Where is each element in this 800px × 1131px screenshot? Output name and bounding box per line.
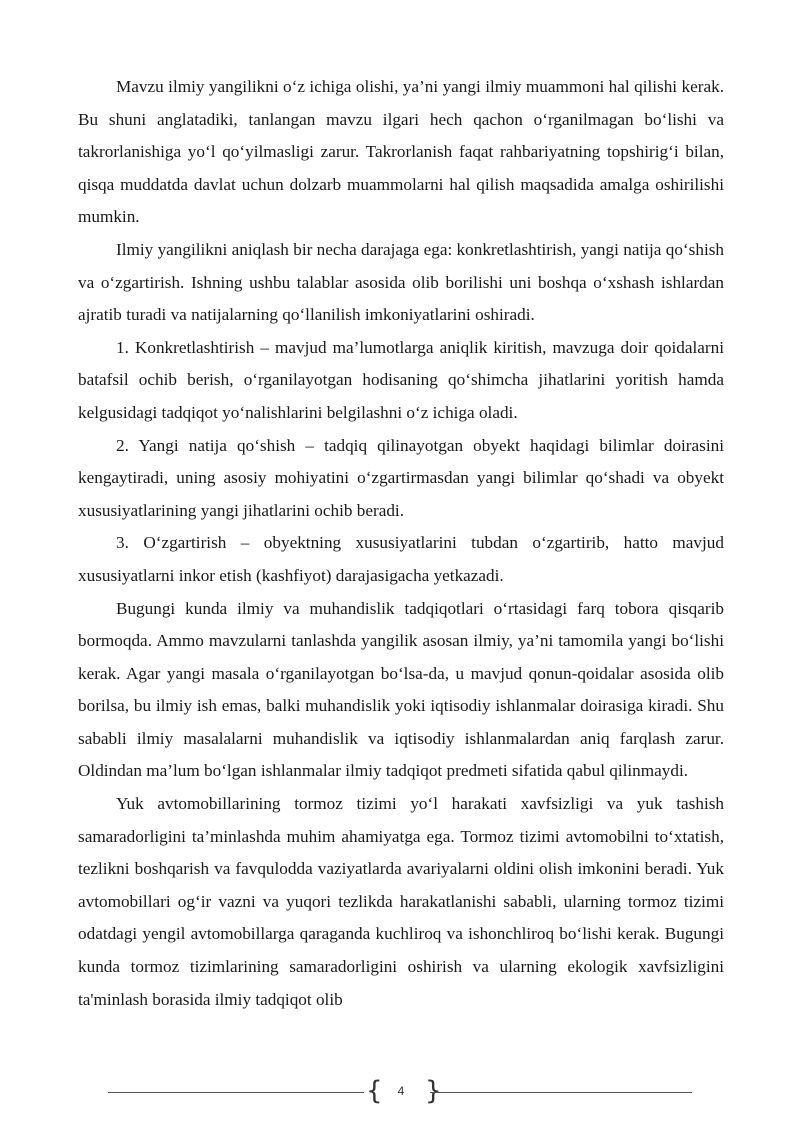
- paragraph-1: Mavzu ilmiy yangilikni o‘z ichiga olishi, ya’ni yangi ilmiy muammoni hal qilishi kerak. Bu shuni anglatadiki, tanlangan mavzu ilgari hech qachon o‘rganilmagan bo‘lishi va takrorlanishiga yo‘l qo‘yilmasligi zarur. Takrorlanish faqat rahbariyatning topshirig‘i bilan, qisqa muddatda davlat uchun dolzarb muammolarni hal qilish maqsadida amalga oshirilishi mumkin.: [78, 77, 724, 227]
- paragraph-5: 3. O‘zgartirish – obyektning xususiyatlarini tubdan o‘zgartirib, hatto mavjud xususiyatlarni inkor etish (kashfiyot) darajasigacha yetkazadi.: [78, 533, 724, 585]
- paragraph-7: Yuk avtomobillarining tormoz tizimi yo‘l harakati xavfsizligi va yuk tashish samaradorligini ta’minlashda muhim ahamiyatga ega. Tormoz tizimi avtomobilni to‘xtatish, tezlikni boshqarish va favqulodda vaziyatlarda avariyalarni oldini olish imkonini beradi. Yuk avtomobillari og‘ir vazni va yuqori tezlikda harakatlanishi sababli, ularning tormoz tizimi odatdagi yengil avtomobillarga qaraganda kuchliroq va ishonchliroq bo‘lishi kerak. Bugungi kunda tormoz tizimlarining samaradorligini oshirish va ularning ekologik xavfsizligini ta'minlash borasida ilmiy tadqiqot olib: [78, 794, 724, 1009]
- paragraph-3: 1. Konkretlashtirish – mavjud ma’lumotlarga aniqlik kiritish, mavzuga doir qoidalarni batafsil ochib berish, o‘rganilayotgan hodisaning qo‘shimcha jihatlarini yoritish hamda kelgusidagi tadqiqot yo‘nalishlarini belgilashni o‘z ichiga oladi.: [78, 337, 724, 422]
- page-number: 4: [397, 1084, 405, 1098]
- page-footer: [108, 1075, 692, 1109]
- paragraph-4: 2. Yangi natija qo‘shish – tadqiq qilinayotgan obyekt haqidagi bilimlar doirasini kengaytiradi, uning asosiy mohiyatini o‘zgartirmasdan yangi bilimlar qo‘shadi va obyekt xususiyatlarining yangi jihatlarini ochib beradi.: [78, 435, 724, 520]
- footer-rule-left: [108, 1092, 364, 1093]
- paragraph-6: Bugungi kunda ilmiy va muhandislik tadqiqotlari o‘rtasidagi farq tobora qisqarib bormoqda. Ammo mavzularni tanlashda yangilik asosan ilmiy, ya’ni tamomila yangi bo‘lishi kerak. Agar yangi masala o‘rganilayotgan bo‘lsa-da, u mavjud qonun-qoidalar asosida olib borilsa, bu ilmiy ish emas, balki muhandislik yoki iqtisodiy ishlanmalar doirasiga kiradi. Shu sababli ilmiy masalalarni muhandislik va iqtisodiy ishlanmalardan aniq farqlash zarur. Oldindan ma’lum bo‘lgan ishlanmalar ilmiy tadqiqot predmeti sifatida qabul qilinmaydi.: [78, 598, 724, 781]
- paragraph-2: Ilmiy yangilikni aniqlash bir necha darajaga ega: konkretlashtirish, yangi natija qo‘shish va o‘zgartirish. Ishning ushbu talablar asosida olib borilishi uni boshqa o‘xshash ishlardan ajratib turadi va natijalarning qo‘llanilish imkoniyatlarini oshiradi.: [78, 239, 724, 325]
- footer-brace-left: {: [366, 1076, 383, 1106]
- footer-brace-right: }: [425, 1076, 442, 1106]
- document-body: [78, 71, 724, 1016]
- footer-rule-right: [430, 1092, 692, 1093]
